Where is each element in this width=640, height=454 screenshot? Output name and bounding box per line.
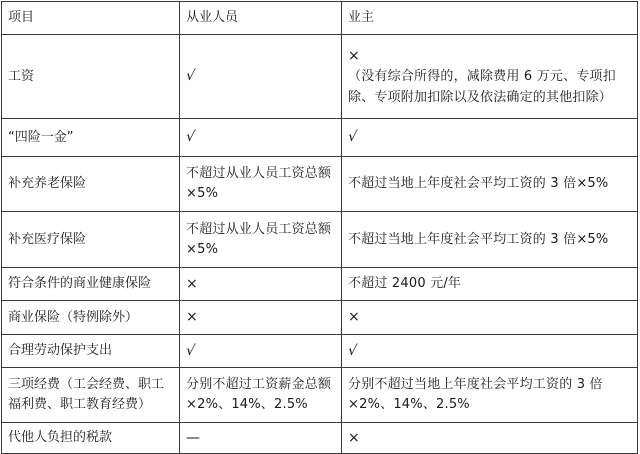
owner-limit-text: 不超过 2400 元/年 [348,276,462,291]
owner-limit-text: 分别不超过当地上年度社会平均工资的 3 倍×2%、14%、2.5% [348,377,603,412]
check-mark-icon: √ [184,129,197,145]
row-owner-cell [342,423,638,454]
employee-limit-text: 不超过从业人员工资总额×5% [186,166,332,201]
row-item-label: 三项经费（工会经费、职工福利费、职工教育经费） [2,368,180,423]
row-owner-cell [342,301,638,335]
row-employee-cell [180,368,342,423]
row-owner-cell [342,368,638,423]
owner-note-text: （没有综合所得的，减除费用 6 万元、专项扣除、专项附加扣除以及依法确定的其他扣除） [348,68,616,105]
employee-limit-text: 分别不超过工资薪金总额×2%、14%、2.5% [186,377,332,412]
table-row [2,423,638,454]
row-item-label: 合理劳动保护支出 [2,335,180,368]
owner-limit-text: 不超过当地上年度社会平均工资的 3 倍×5% [348,231,609,247]
employee-limit-text: 不超过从业人员工资总额×5% [186,221,332,257]
row-owner-cell [342,212,638,268]
row-owner-cell [342,35,638,119]
row-owner-cell [342,157,638,212]
row-employee-cell [180,335,342,368]
row-employee-cell [180,35,342,119]
row-employee-cell [180,157,342,212]
dash-mark-icon: — [186,429,200,446]
row-item-label: 补充医疗保险 [2,212,180,268]
header-employee: 从业人员 [180,2,342,35]
row-item-label: 补充养老保险 [2,157,180,212]
cross-mark-icon: × [348,309,360,325]
table-row [2,119,638,157]
check-mark-icon: √ [184,342,197,359]
header-item: 项目 [2,2,180,35]
table-row [2,35,638,119]
check-mark-icon: √ [346,342,359,359]
header-owner: 业主 [342,2,638,35]
cross-mark-icon: × [186,275,198,292]
row-item-label: 代他人负担的税款 [2,423,180,454]
row-item-label: 工资 [2,35,180,119]
cross-mark-icon: × [348,47,360,64]
check-mark-icon: √ [346,129,359,145]
table-row [2,301,638,335]
row-owner-cell [342,335,638,368]
row-employee-cell [180,423,342,454]
table-row [2,157,638,212]
table-row [2,212,638,268]
row-item-label: 商业保险（特例除外） [2,301,180,335]
table-row [2,335,638,368]
deduction-comparison-table [1,1,638,454]
check-mark-icon: √ [184,68,197,84]
row-owner-cell [342,268,638,301]
row-employee-cell [180,212,342,268]
row-employee-cell [180,301,342,335]
row-item-label: “四险一金” [2,119,180,157]
table-row [2,368,638,423]
owner-limit-text: 不超过当地上年度社会平均工资的 3 倍×5% [348,176,609,191]
row-employee-cell [180,268,342,301]
table-header-row [2,2,638,35]
cross-mark-icon: × [186,309,198,325]
cross-mark-icon: × [348,429,360,446]
table-row [2,268,638,301]
row-employee-cell [180,119,342,157]
row-owner-cell [342,119,638,157]
row-item-label: 符合条件的商业健康保险 [2,268,180,301]
